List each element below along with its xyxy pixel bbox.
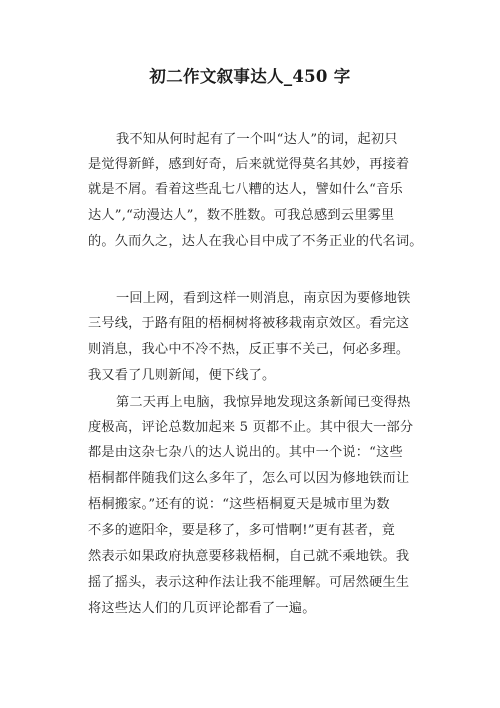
paragraph-2-line-4: 我又看了几则新闻，便下线了。 xyxy=(88,368,276,383)
paragraph-2-line-3: 则消息，我心中不冷不热，反正事不关己，何必多理。 xyxy=(88,342,410,357)
paragraph-2-line-1: 一回上网，看到这样一则消息，南京因为要修地铁 xyxy=(116,291,411,306)
document-title: 初二作文叙事达人_450 字 xyxy=(149,67,351,86)
paragraph-2-line-2: 三号线，于路有阻的梧桐树将被移栽南京效区。看完这 xyxy=(88,316,410,331)
paragraph-1-line-1: 我不知从何时起有了一个叫“达人”的词，起初只 xyxy=(116,132,398,147)
paragraph-3-line-9: 将这些达人们的几页评论都看了一遍。 xyxy=(88,601,316,616)
paragraph-1-line-4: 达人”,“动漫达人”，数不胜数。可我总感到云里雾里 xyxy=(88,208,395,223)
paragraph-3-line-2: 度极高，评论总数加起来 5 页都不止。其中很大一部分 xyxy=(88,420,414,435)
paragraph-1-line-5: 的。久而久之，达人在我心目中成了不务正业的代名词。 xyxy=(88,234,423,249)
paragraph-3-line-1: 第二天再上电脑，我惊异地发现这条新闻已变得热 xyxy=(116,395,411,410)
paragraph-3-line-7: 然表示如果政府执意要移栽梧桐，自己就不乘地铁。我 xyxy=(88,549,410,564)
paragraph-3-line-6: 不多的遮阳伞，要是移了，多可惜啊!”更有甚者，竟 xyxy=(88,523,395,538)
paragraph-3-line-5: 梧桐搬家。”还有的说：“这些梧桐夏天是城市里为数 xyxy=(88,497,390,512)
paragraph-3-line-3: 都是由这杂七杂八的达人说出的。其中一个说：“这些 xyxy=(88,445,403,460)
paragraph-3-line-4: 梧桐都伴随我们这么多年了，怎么可以因为修地铁而让 xyxy=(88,471,410,486)
paragraph-1-line-2: 是觉得新鲜，感到好奇，后来就觉得莫名其妙，再接着 xyxy=(88,157,410,172)
paragraph-3-line-8: 摇了摇头，表示这种作法让我不能理解。可居然硬生生 xyxy=(88,575,410,590)
paragraph-1-line-3: 就是不屑。看着这些乱七八糟的达人，譬如什么“音乐 xyxy=(88,182,403,197)
